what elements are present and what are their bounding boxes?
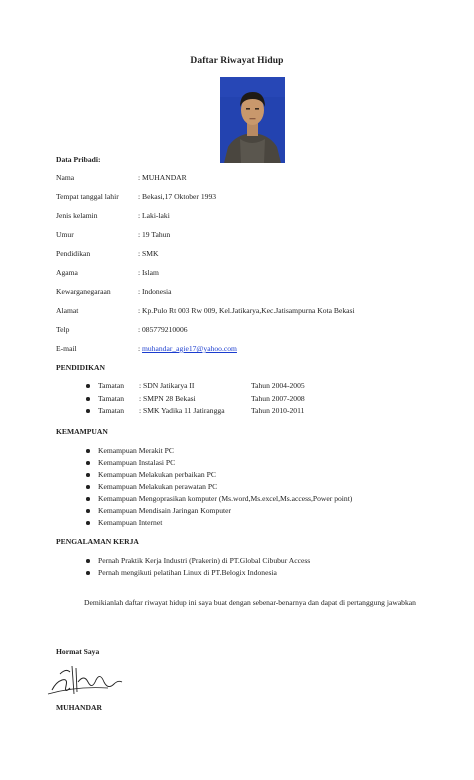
signoff-text: Hormat Saya xyxy=(56,647,100,656)
row-label: Umur xyxy=(56,230,74,239)
education-year: Tahun 2010-2011 xyxy=(251,406,305,415)
education-label: Tamatan xyxy=(98,381,125,390)
row-value: : Bekasi,17 Oktober 1993 xyxy=(138,192,217,201)
skill-item xyxy=(98,494,352,503)
row-label: Nama xyxy=(56,173,75,182)
skill-text: Kemampuan Mengoprasikan komputer (Ms.word,Ms.excel,Ms.access,Power point) xyxy=(98,494,353,503)
bullet-icon xyxy=(86,384,90,388)
bullet-icon xyxy=(86,571,90,575)
experience-item xyxy=(98,556,310,565)
education-school: : SMK Yadika 11 Jatirangga xyxy=(139,406,225,415)
row-label: Alamat xyxy=(56,306,79,315)
row-label: E-mail xyxy=(56,344,77,353)
bullet-icon xyxy=(86,497,90,501)
bullet-icon xyxy=(86,521,90,525)
row-value: : 19 Tahun xyxy=(138,230,171,239)
education-year: Tahun 2004-2005 xyxy=(251,381,305,390)
bullet-icon xyxy=(86,397,90,401)
row-value: : Indonesia xyxy=(138,287,172,296)
row-value: : MUHANDAR xyxy=(138,173,187,182)
signature-icon xyxy=(46,660,126,700)
skill-text: Kemampuan Melakukan perawatan PC xyxy=(98,482,218,491)
skill-text: Kemampuan Internet xyxy=(98,518,163,527)
skill-text: Kemampuan Instalasi PC xyxy=(98,458,176,467)
email-link[interactable]: muhandar_agie17@yahoo.com xyxy=(142,344,237,353)
row-label: Agama xyxy=(56,268,78,277)
row-label: Pendidikan xyxy=(56,249,91,258)
page-title: Daftar Riwayat Hidup xyxy=(190,56,284,66)
skill-item xyxy=(98,458,175,467)
education-heading: PENDIDIKAN xyxy=(56,363,105,372)
skills-heading: KEMAMPUAN xyxy=(56,427,108,436)
row-value: : Kp.Pulo Rt 003 Rw 009, Kel.Jatikarya,Kec.Jatisampurna Kota Bekasi xyxy=(138,306,355,315)
education-year: Tahun 2007-2008 xyxy=(251,394,305,403)
portrait-photo xyxy=(220,77,285,163)
row-label: Telp xyxy=(56,325,70,334)
skill-item xyxy=(98,518,162,527)
experience-item xyxy=(98,568,277,577)
experience-text: Pernah mengikuti pelatihan Linux di PT.Belogix Indonesia xyxy=(98,568,277,577)
education-label: Tamatan xyxy=(98,394,125,403)
experience-text: Pernah Praktik Kerja Industri (Prakerin) di PT.Global Cibubur Access xyxy=(98,556,311,565)
row-value: : 085779210006 xyxy=(138,325,188,334)
skill-item xyxy=(98,506,231,515)
bullet-icon xyxy=(86,509,90,513)
skill-item xyxy=(98,482,217,491)
education-school: : SDN Jatikarya II xyxy=(139,381,195,390)
bullet-icon xyxy=(86,461,90,465)
skill-text: Kemampuan Merakit PC xyxy=(98,446,174,455)
personal-data-heading: Data Pribadi: xyxy=(56,155,101,164)
experience-heading: PENGALAMAN KERJA xyxy=(56,537,139,546)
skill-item xyxy=(98,446,174,455)
education-label: Tamatan xyxy=(98,406,125,415)
education-school: : SMPN 28 Bekasi xyxy=(139,394,196,403)
row-label: Tempat tanggal lahir xyxy=(56,192,119,201)
bullet-icon xyxy=(86,449,90,453)
bullet-icon xyxy=(86,485,90,489)
email-colon: : xyxy=(138,344,143,353)
skill-text: Kemampuan Mendisain Jaringan Komputer xyxy=(98,506,232,515)
skill-text: Kemampuan Melakukan perbaikan PC xyxy=(98,470,216,479)
closing-text: Demikianlah daftar riwayat hidup ini saya buat dengan sebenar-benarnya dan dapat di pertanggung jawabkan xyxy=(84,598,416,607)
row-value xyxy=(138,344,237,353)
signer-name: MUHANDAR xyxy=(56,703,102,712)
bullet-icon xyxy=(86,409,90,413)
bullet-icon xyxy=(86,559,90,563)
row-value: : SMK xyxy=(138,249,159,258)
row-value: : Laki-laki xyxy=(138,211,170,220)
row-label: Kewarganegaraan xyxy=(56,287,111,296)
closing-paragraph xyxy=(56,597,419,609)
row-label: Jenis kelamin xyxy=(56,211,98,220)
person-silhouette-icon xyxy=(220,77,285,163)
row-value: : Islam xyxy=(138,268,159,277)
skill-item xyxy=(98,470,216,479)
bullet-icon xyxy=(86,473,90,477)
